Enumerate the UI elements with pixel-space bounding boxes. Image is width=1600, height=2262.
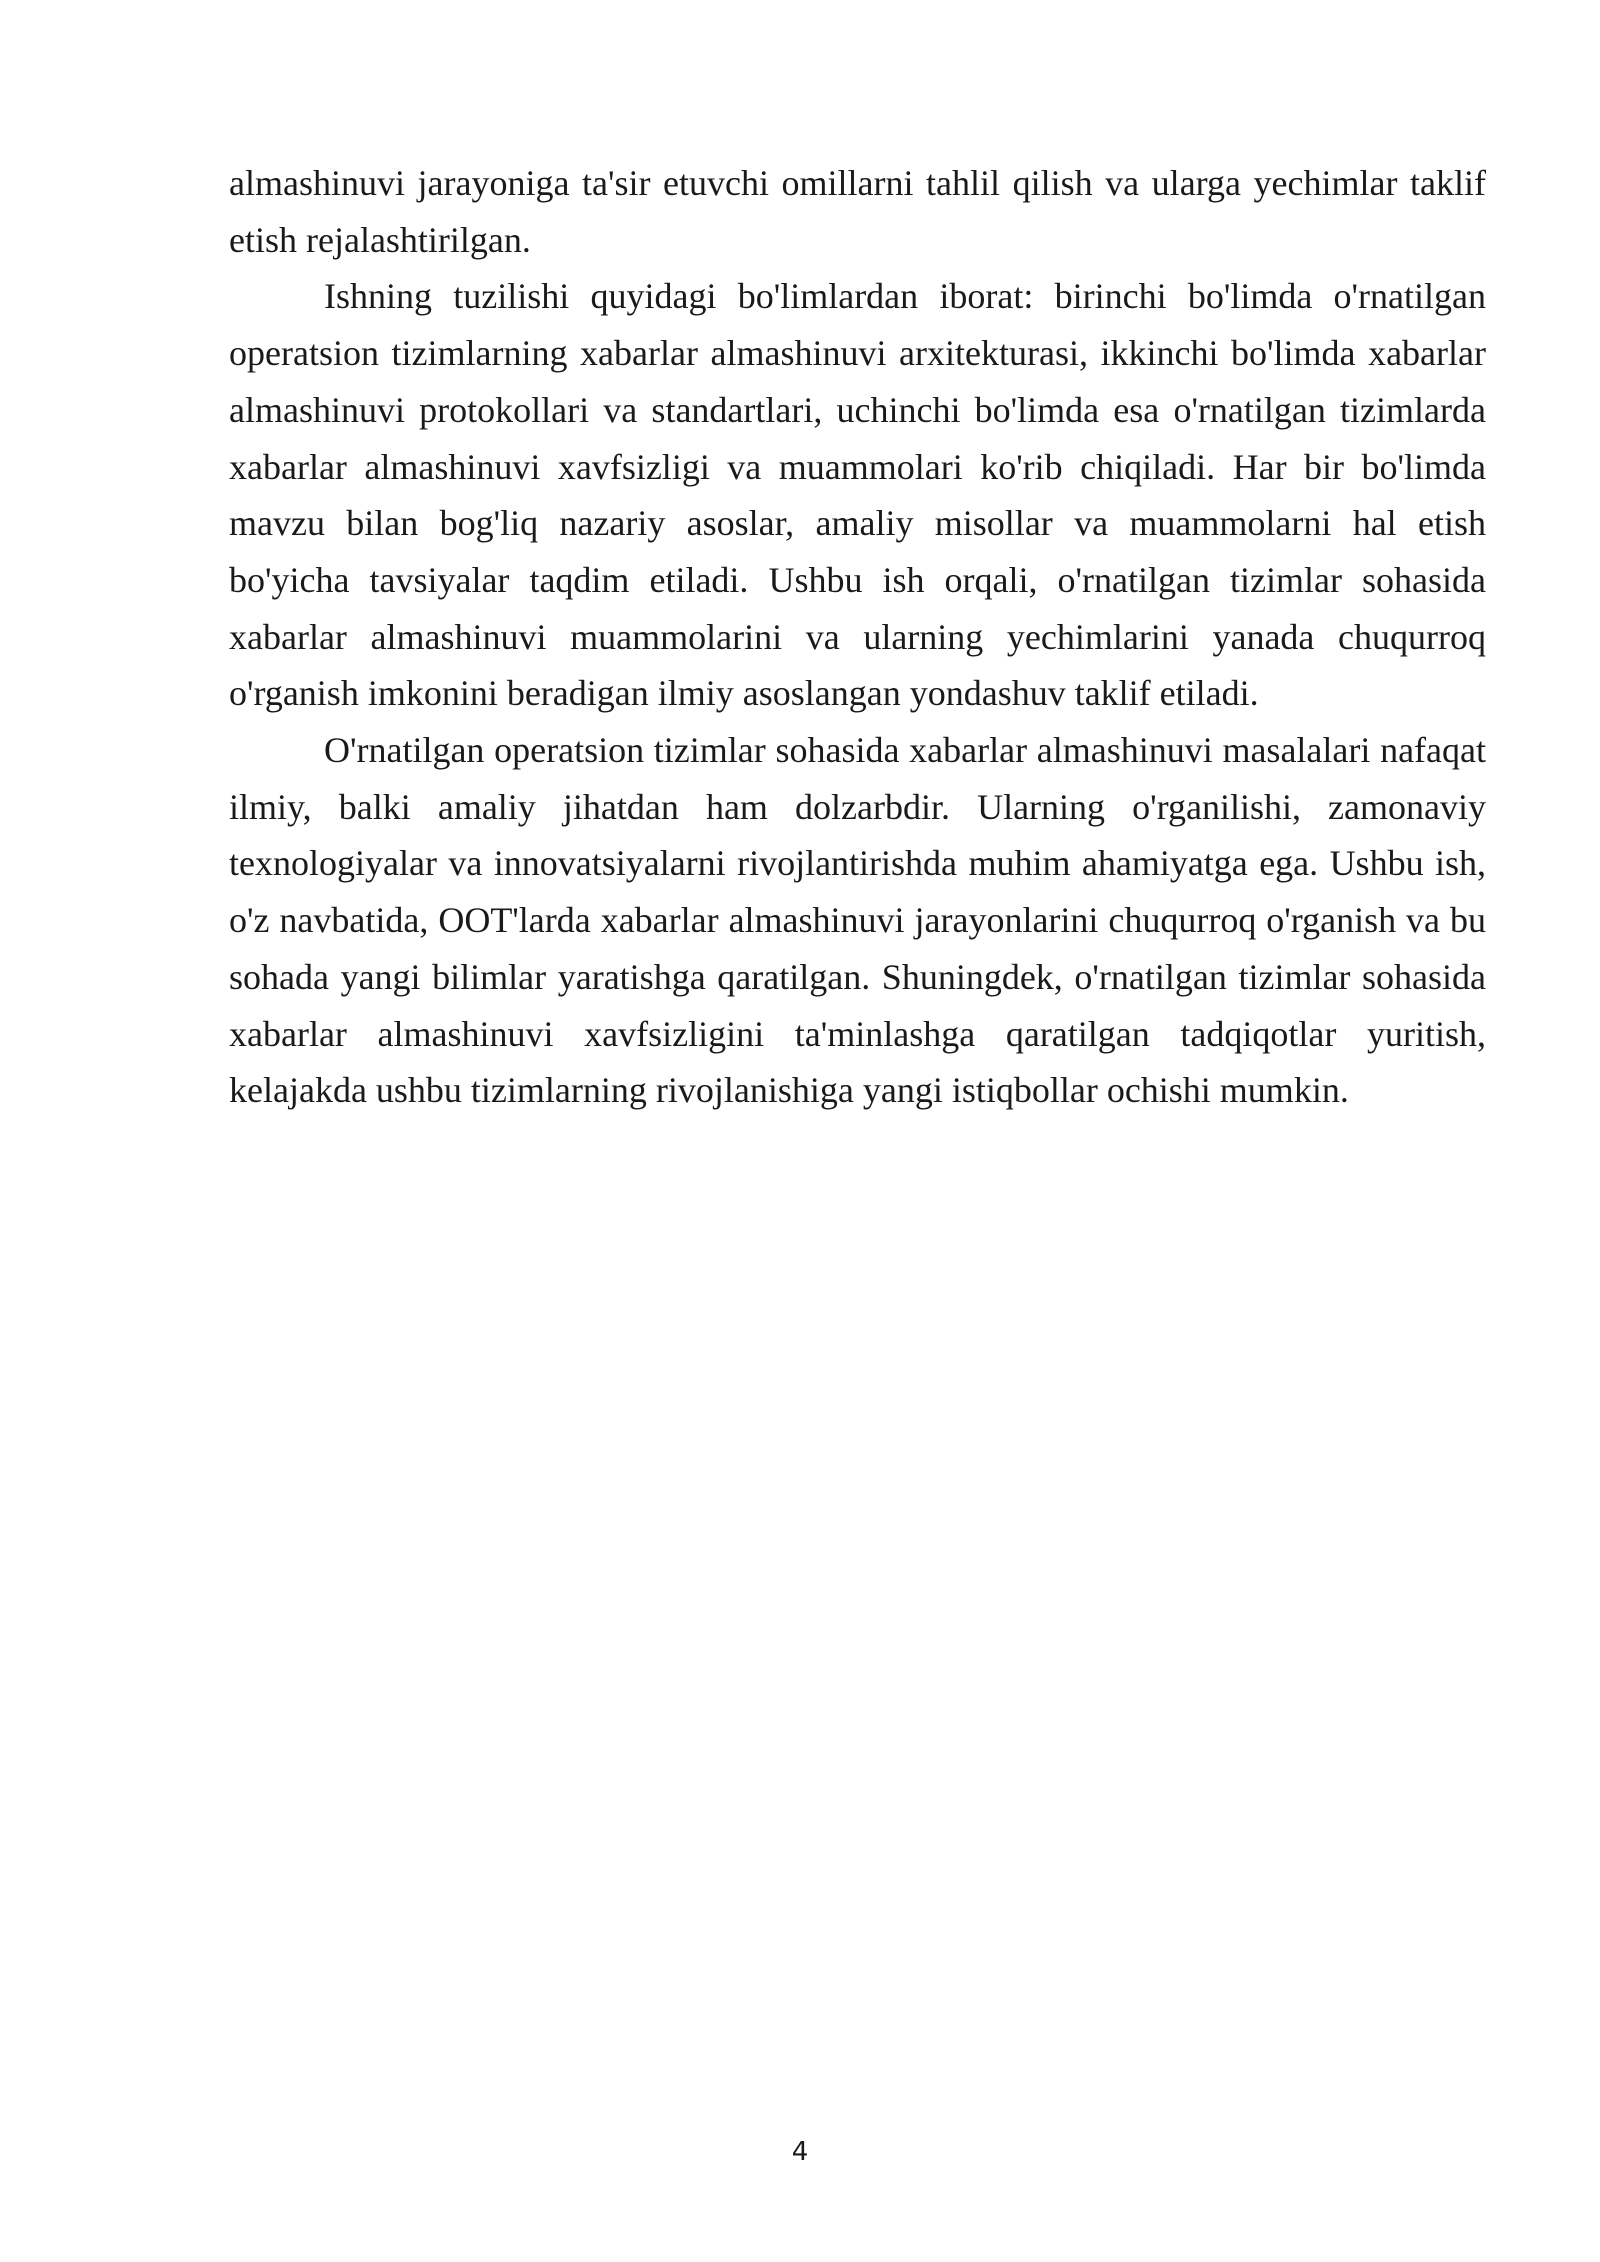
paragraph-structure: Ishning tuzilishi quyidagi bo'limlardan iborat: birinchi bo'limda o'rnatilgan operatsion tizimlarning xabarlar almashinuvi arxitekturasi, ikkinchi bo'limda xabarlar almashinuvi protokollari va standartlari, uchinchi bo'limda esa o'rnatilgan tizimlarda xabarlar almashinuvi xavfsizligi va muammolari ko'rib chiqiladi. Har bir bo'limda mavzu bilan bog'liq nazariy asoslar, amaliy misollar va muammolarni hal etish bo'yicha tavsiyalar taqdim etiladi. Ushbu ish orqali, o'rnatilgan tizimlar sohasida xabarlar almashinuvi muammolarini va ularning yechimlarini yanada chuqurroq o'rganish imkonini beradigan ilmiy asoslangan yondashuv taklif etiladi. [229,276,1486,714]
page-number: 4 [791,2137,809,2167]
paragraph-relevance: O'rnatilgan operatsion tizimlar sohasida xabarlar almashinuvi masalalari nafaqat ilmiy, balki amaliy jihatdan ham dolzarbdir. Ularning o'rganilishi, zamonaviy texnologiyalar va innovatsiyalarni rivojlantirishda muhim ahamiyatga ega. Ushbu ish, o'z navbatida, OOT'larda xabarlar almashinuvi jarayonlarini chuqurroq o'rganish va bu sohada yangi bilimlar yaratishga qaratilgan. Shuningdek, o'rnatilgan tizimlar sohasida xabarlar almashinuvi xavfsizligini ta'minlashga qaratilgan tadqiqotlar yuritish, kelajakda ushbu tizimlarning rivojlanishiga yangi istiqbollar ochishi mumkin. [229,730,1486,1111]
paragraph-continuation: almashinuvi jarayoniga ta'sir etuvchi omillarni tahlil qilish va ularga yechimlar taklif etish rejalashtirilgan. [229,163,1486,260]
body-text [229,155,1486,1119]
